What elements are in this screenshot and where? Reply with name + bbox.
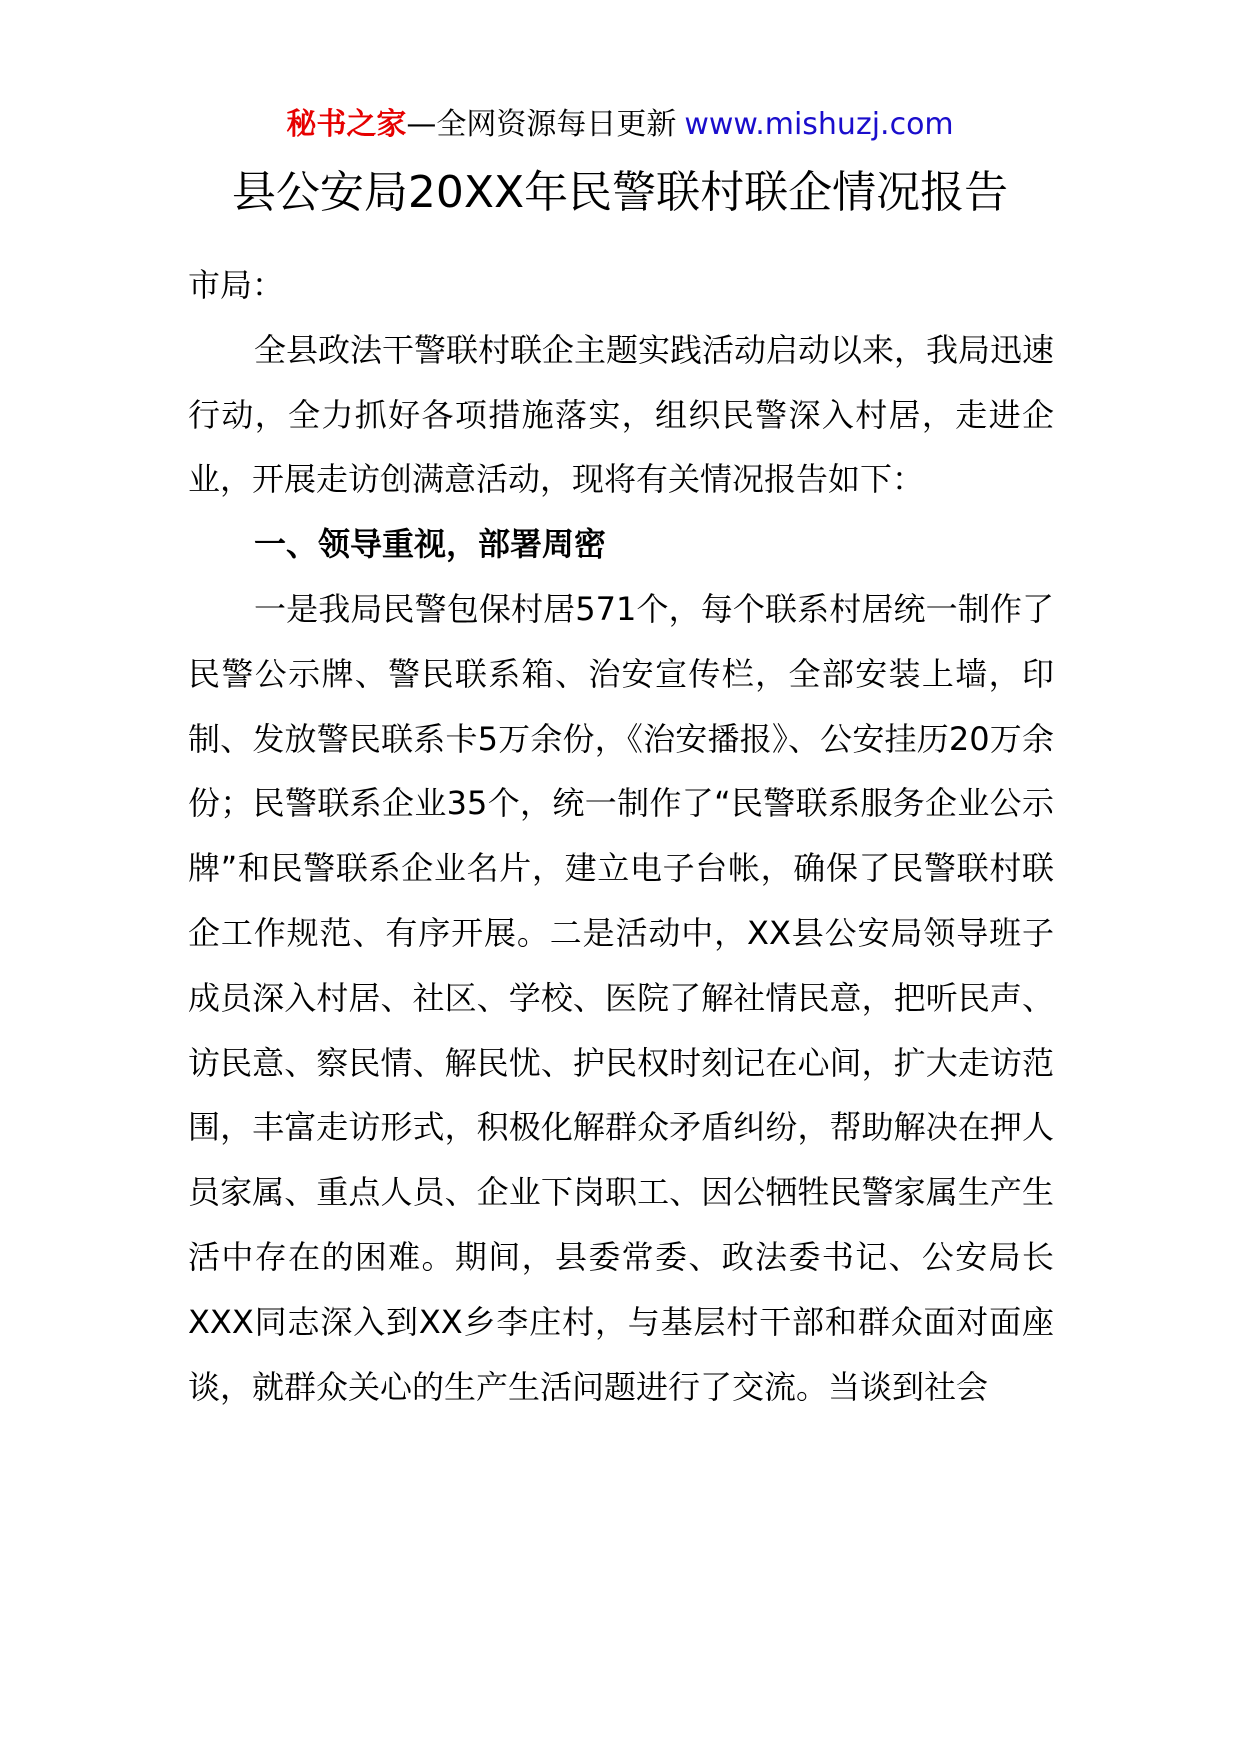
document-body	[188, 253, 1054, 1419]
website-link[interactable]: www.mishuzj.com	[684, 107, 954, 142]
intro-paragraph: 全县政法干警联村联企主题实践活动启动以来，我局迅速行动，全力抓好各项措施落实，组织民警深入村居，走进企业，开展走访创满意活动，现将有关情况报告如下：	[188, 330, 1055, 499]
salutation: 市局：	[188, 266, 285, 304]
header-tagline: —全网资源每日更新	[406, 107, 677, 142]
section-heading-1: 一、领导重视，部署周密	[254, 525, 607, 564]
document-title: 县公安局20XX年民警联村联企情况报告	[231, 167, 1009, 218]
brand-name: 秘书之家	[286, 107, 407, 142]
site-header	[0, 100, 1240, 150]
section-1-paragraph: 一是我局民警包保村居571个，每个联系村居统一制作了民警公示牌、警民联系箱、治安宣传栏，全部安装上墙，印制、发放警民联系卡5万余份，《治安播报》、公安挂历20万余份；民警联系企业35个，统一制作了“民警联系服务企业公示牌”和民警联系企业名片，建立电子台帐，确保了民警联村联企工作规范、有序开展。二是活动中，XX县公安局领导班子成员深入村居、社区、学校、医院了解社情民意，把听民声、访民意、察民情、解民忧、护民权时刻记在心间，扩大走访范围，丰富走访形式，积极化解群众矛盾纠纷，帮助解决在押人员家属、重点人员、企业下岗职工、因公牺牲民警家属生产生活中存在的困难。期间，县委常委、政法委书记、公安局长XXX同志深入到XX乡李庄村，与基层村干部和群众面对面座谈，就群众关心的生产生活问题进行了交流。当谈到社会	[188, 589, 1054, 1406]
